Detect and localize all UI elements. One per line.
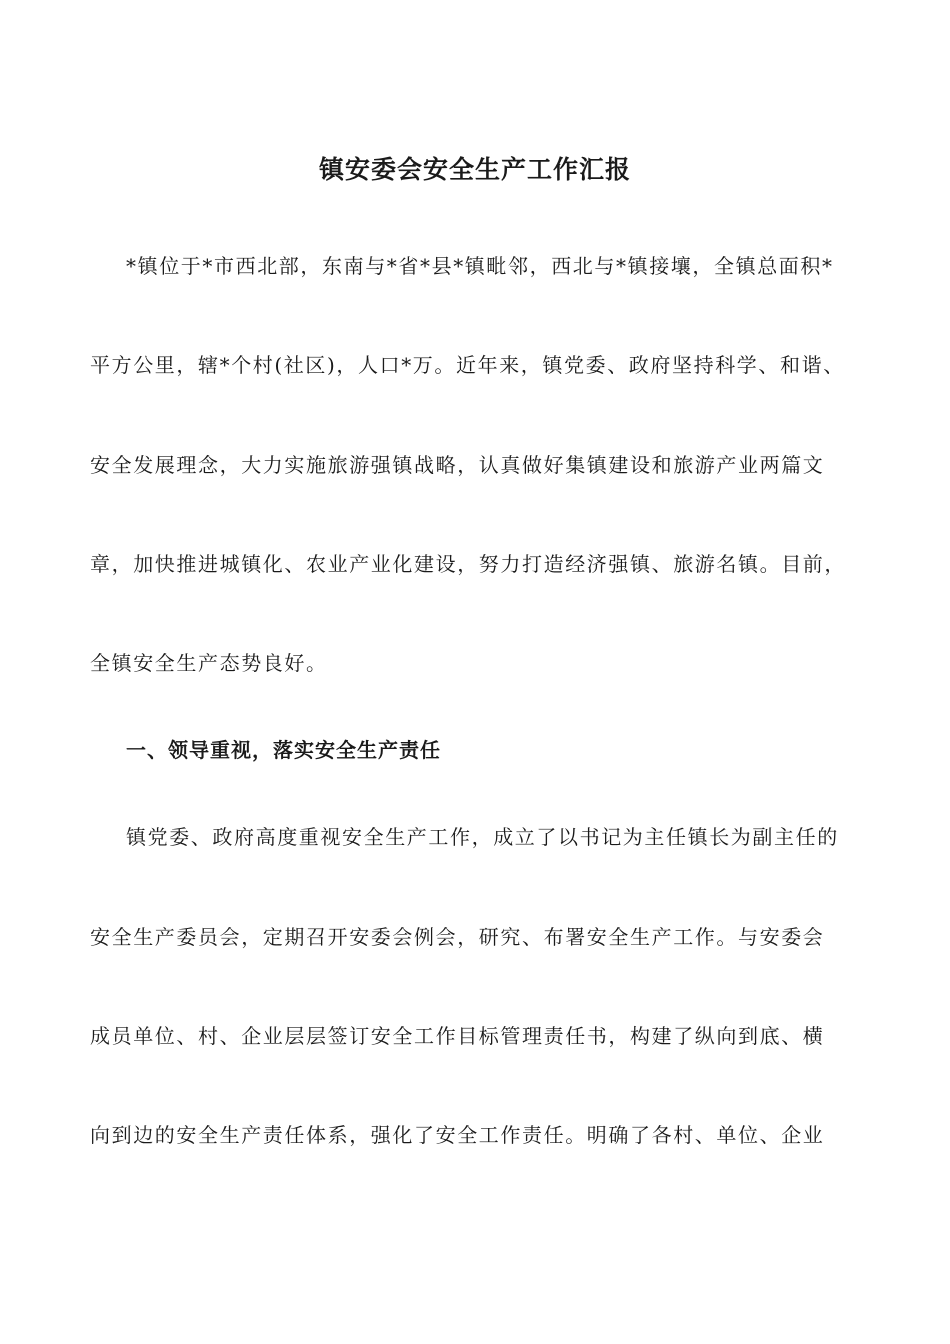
section-heading: 一、领导重视，落实安全生产责任 <box>126 738 441 762</box>
paragraph-line: 向到边的安全生产责任体系，强化了安全工作责任。明确了各村、单位、企业 <box>90 1123 825 1147</box>
paragraph-line: 镇党委、政府高度重视安全生产工作，成立了以书记为主任镇长为副主任的 <box>126 825 839 849</box>
paragraph-line: 章，加快推进城镇化、农业产业化建设，努力打造经济强镇、旅游名镇。目前， <box>90 552 846 576</box>
paragraph-line: 安全发展理念，大力实施旅游强镇战略，认真做好集镇建设和旅游产业两篇文 <box>90 453 825 477</box>
paragraph-line: 全镇安全生产态势良好。 <box>90 651 328 675</box>
paragraph-line: 安全生产委员会，定期召开安委会例会，研究、布署安全生产工作。与安委会 <box>90 925 825 949</box>
paragraph-line: *镇位于*市西北部，东南与*省*县*镇毗邻，西北与*镇接壤，全镇总面积* <box>126 254 834 278</box>
paragraph-line: 成员单位、村、企业层层签订安全工作目标管理责任书，构建了纵向到底、横 <box>90 1024 825 1048</box>
document-title: 镇安委会安全生产工作汇报 <box>318 155 631 184</box>
paragraph-line: 平方公里，辖*个村(社区)，人口*万。近年来，镇党委、政府坚持科学、和谐、 <box>90 353 845 377</box>
